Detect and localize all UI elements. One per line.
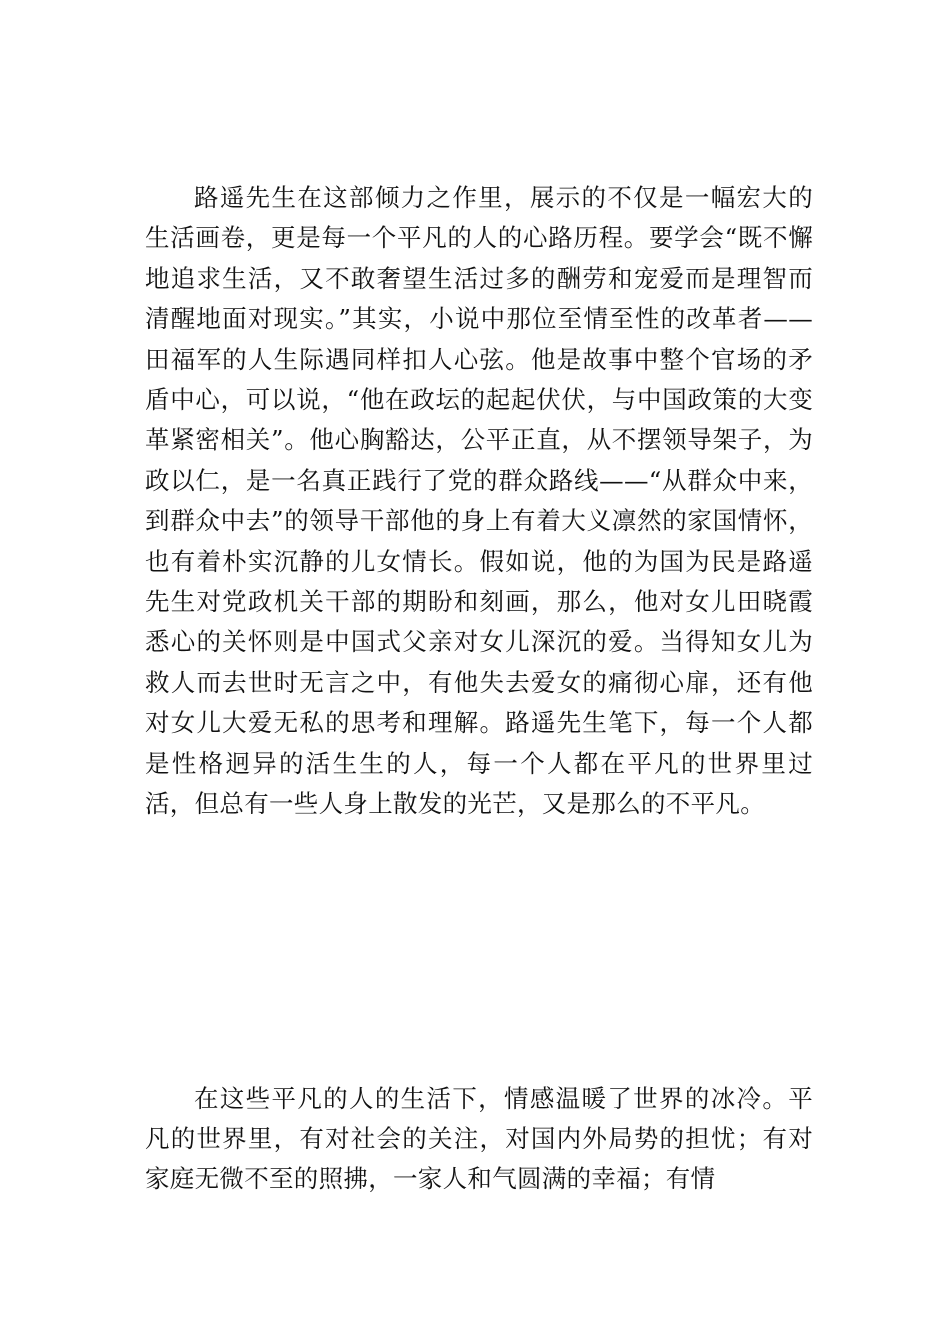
body-paragraph-1: 路遥先生在这部倾力之作里，展示的不仅是一幅宏大的生活画卷，更是每一个平凡的人的心路历程。要学会“既不懈地追求生活，又不敢奢望生活过多的酬劳和宠爱而是理智而清醒地面对现实。”其实，小说中那位至情至性的改革者——田福军的人生际遇同样扣人心弦。他是故事中整个官场的矛盾中心，可以说，“他在政坛的起起伏伏，与中国政策的大变革紧密相关”。他心胸豁达，公平正直，从不摆领导架子，为政以仁，是一名真正践行了党的群众路线——“从群众中来，到群众中去”的领导干部他的身上有着大义凛然的家国情怀，也有着朴实沉静的儿女情长。假如说，他的为国为民是路遥先生对党政机关干部的期盼和刻画，那么，他对女儿田晓霞悉心的关怀则是中国式父亲对女儿深沉的爱。当得知女儿为救人而去世时无言之中，有他失去爱女的痛彻心扉，还有他对女儿大爱无私的思考和理解。路遥先生笔下，每一个人都是性格迥异的活生生的人，每一个人都在平凡的世界里过活，但总有一些人身上散发的光芒，又是那么的不平凡。 [145,183,813,819]
body-paragraph-2: 在这些平凡的人的生活下，情感温暖了世界的冰冷。平凡的世界里，有对社会的关注，对国内外局势的担忧；有对家庭无微不至的照拂，一家人和气圆满的幸福；有情 [145,1084,813,1193]
